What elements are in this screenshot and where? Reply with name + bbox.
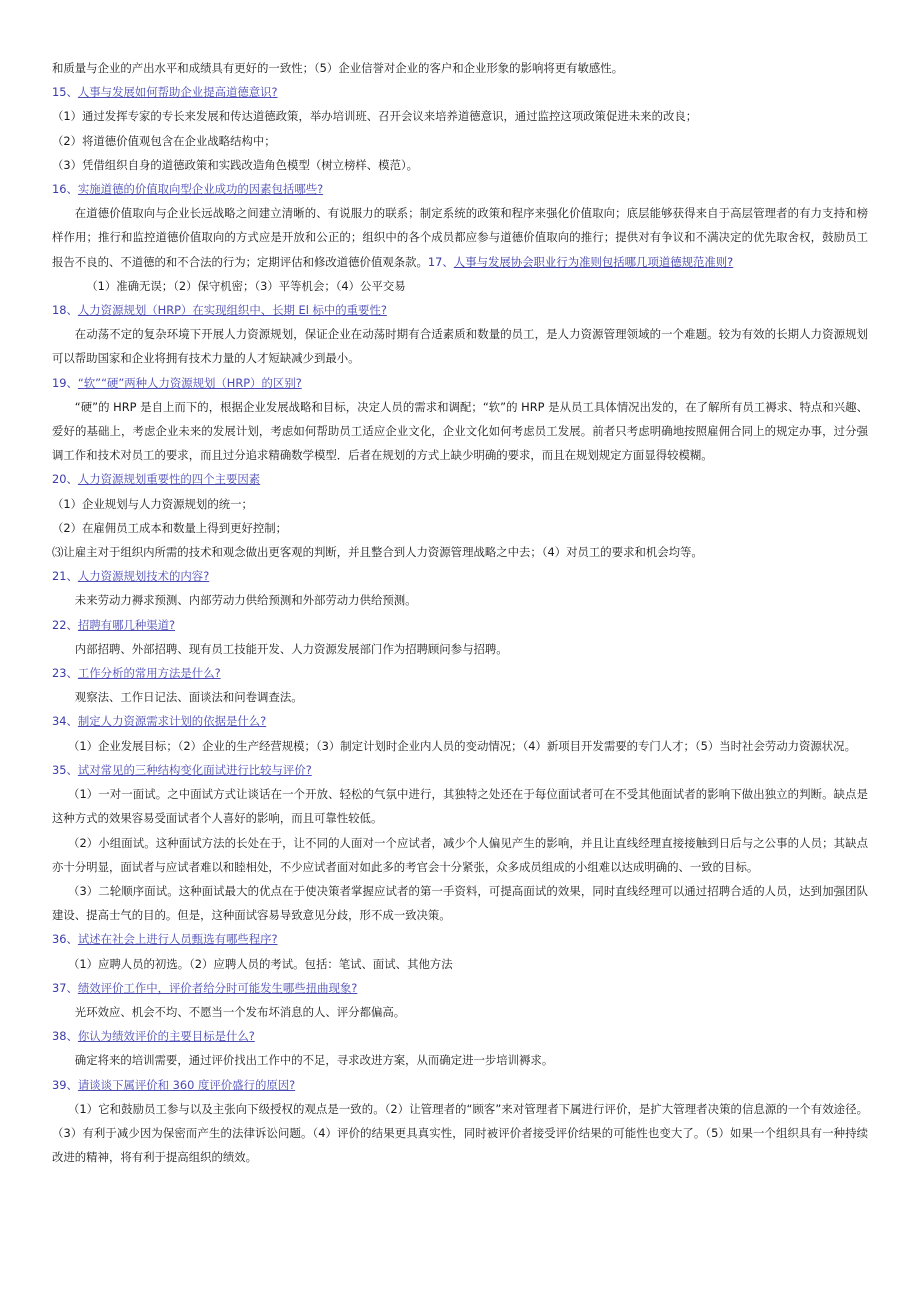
answer-line: 确定将来的培训需要，通过评价找出工作中的不足，寻求改进方案，从而确定进一步培训褥求。 <box>74 1053 554 1068</box>
question-number: 38、 <box>52 1029 78 1044</box>
question-link[interactable]: 实施道德的价值取向型企业成功的因素包括哪些? <box>77 182 324 197</box>
answer-paragraph <box>52 201 868 274</box>
question-link[interactable]: 请谈谈下属评价和 360 度评价盛行的原因? <box>77 1077 296 1092</box>
question-link[interactable]: 人力资源规划（HRP）在实现组织中、长期 El 标中的重要性? <box>77 303 387 318</box>
answer-paragraph: （2）小组面试。这种面试方法的长处在于，让不同的人面对一个应试者，减少个人偏见产生的影响，并且让直线经理直接接触到日后与之公事的人员；其缺点亦十分明显，面试者与应试者难以和睦相处，不少应试者面对如此多的考官会十分紧张，众多成员组成的小组难以达成明确的、一致的目标。 <box>52 835 868 874</box>
question-link[interactable]: 试述在社会上进行人员甄选有哪些程序? <box>77 932 278 947</box>
answer-line: ⑶让雇主对于组织内所需的技术和观念做出更客观的判断，并且整合到人力资源管理战略之中去；（4）对员工的要求和机会均等。 <box>52 545 703 560</box>
question-link[interactable]: 试对常见的三种结构变化面试进行比较与评价? <box>77 762 312 777</box>
question-17-link[interactable]: 人事与发展协会职业行为准则包括哪几项道德规范准则? <box>453 254 734 269</box>
question-21-heading <box>52 564 868 588</box>
question-16-heading <box>52 177 868 201</box>
question-35-heading <box>52 758 868 782</box>
question-38-heading <box>52 1024 868 1048</box>
question-link[interactable]: 绩效评价工作中，评价者给分时可能发生哪些扭曲现象? <box>77 980 358 995</box>
question-18-heading <box>52 298 868 322</box>
question-number: 17、 <box>427 254 454 269</box>
answer-line: （3）凭借组织自身的道德政策和实践改造角色模型（树立榜样、模范）。 <box>52 157 419 172</box>
question-number: 39、 <box>52 1077 78 1092</box>
question-19-heading <box>52 371 868 395</box>
answer-paragraph: （1）一对一面试。之中面试方式让谈话在一个开放、轻松的气氛中进行，其独特之处还在于每位面试者可在不受其他面试者的影响下做出独立的判断。缺点是这种方式的效果容易受面试者个人喜好的影响，而且可靠性较低。 <box>52 787 868 826</box>
question-link[interactable]: 人力资源规划技术的内容? <box>77 569 210 584</box>
question-number: 16、 <box>52 182 78 197</box>
question-23-heading <box>52 661 868 685</box>
question-37-heading <box>52 976 868 1000</box>
answer-line: 观察法、工作日记法、面谈法和问卷调查法。 <box>74 690 303 705</box>
question-34-heading <box>52 709 868 733</box>
answer-line: 未来劳动力褥求预测、内部劳动力供给预测和外部劳动力供给预测。 <box>74 593 417 608</box>
question-number: 21、 <box>52 569 78 584</box>
question-link[interactable]: 招聘有哪几种渠道? <box>77 617 176 632</box>
question-link[interactable]: 你认为绩效评价的主要目标是什么? <box>77 1029 255 1044</box>
question-link[interactable]: 制定人力资源需求计划的依据是什么? <box>77 714 267 729</box>
question-20-heading <box>52 467 868 491</box>
question-39-heading <box>52 1073 868 1097</box>
answer-line: 光环效应、机会不均、不愿当一个发布坏消息的人、评分都偏高。 <box>74 1004 406 1019</box>
question-number: 36、 <box>52 932 78 947</box>
question-22-heading <box>52 613 868 637</box>
question-number: 20、 <box>52 472 78 487</box>
answer-paragraph: 在动荡不定的复杂环境下开展人力资源规划，保证企业在动荡时期有合适素质和数量的员工，是人力资源管理领域的一个难题。较为有效的长期人力资源规划可以帮助国家和企业将拥有技术力量的人才短缺减少到最小。 <box>52 327 868 366</box>
question-15-heading <box>52 80 868 104</box>
answer-paragraph: （1）企业发展目标；（2）企业的生产经营规模；（3）制定计划时企业内人员的变动情况；（4）新项目开发需要的专门人才；（5）当时社会劳动力资源状况。 <box>67 738 856 753</box>
question-number: 37、 <box>52 980 78 995</box>
question-number: 18、 <box>52 303 78 318</box>
answer-line: （2）在雇佣员工成本和数量上得到更好控制； <box>52 520 288 535</box>
answer-paragraph: “硬”的 HRP 是自上而下的，根据企业发展战略和目标，决定人员的需求和调配；“软”的 HRP 是从员工具体情况出发的，在了解所有员工褥求、特点和兴趣、爱好的基础上，考虑企业未来的发展计划，考虑如何帮助员工适应企业文化，企业文化如何考虑员工发展。前者只考虑明确地按照雇佣合同上的规定办事，过分强调工作和技术对员工的要求，而且过分追求精确数学模型．后者在规划的方式上缺少明确的要求，而且在规划规定方面显得较模糊。 <box>52 399 868 463</box>
answer-paragraph: （1）它和鼓励员工参与以及主张向下级授权的观点是一致的。（2）让管理者的“顾客”来对管理者下属进行评价，是扩大管理者决策的信息源的一个有效途径。（3）有利于减少因为保密而产生的法律诉讼问题。（4）评价的结果更具真实性，同时被评价者接受评价结果的可能性也变大了。（5）如果一个组织具有一种持续改进的精神，将有利于提高组织的绩效。 <box>52 1101 868 1165</box>
question-number: 19、 <box>52 375 78 390</box>
answer-line: （1）通过发挥专家的专长来发展和传达道德政策，举办培训班、召开会议来培养道德意识，通过监控这项政策促进未来的改良； <box>52 109 698 124</box>
answer-text: 在道德价值取向与企业长远战略之间建立清晰的、有说服力的联系；制定系统的政策和程序来强化价值取向；底层能够获得来自于高层管理者的有力支持和榜样作用；推行和监控道德价值取向的方式应是开放和公正的；组织中的各个成员都应参与道德价值取向的推行；提供对有争议和不满决定的优先取舍权，鼓励员工报告不良的、不道德的和不合法的行为；定期评估和修改道德价值观条款。 <box>52 206 868 269</box>
question-link[interactable]: 人力资源规划重要性的四个主要因素 <box>77 472 261 487</box>
question-number: 22、 <box>52 617 78 632</box>
question-number: 15、 <box>52 85 78 100</box>
answer-line: （2）将道德价值观包含在企业战略结构中； <box>52 133 276 148</box>
answer-line: （1）准确无误；（2）保守机密；（3）平等机会；（4）公平交易 <box>86 278 406 293</box>
question-number: 34、 <box>52 714 78 729</box>
question-link[interactable]: 人事与发展如何帮助企业提高道德意识? <box>77 85 278 100</box>
question-36-heading <box>52 927 868 951</box>
answer-line: 内部招聘、外部招聘、现有员工技能开发、人力资源发展部门作为招聘顾问参与招聘。 <box>74 641 508 656</box>
answer-line: （1）应聘人员的初选。（2）应聘人员的考试。包括：笔试、面试、其他方法 <box>67 956 453 971</box>
intro-line: 和质量与企业的产出水平和成绩具有更好的一致性；（5）企业信誉对企业的客户和企业形象的影响将更有敏感性。 <box>52 61 624 75</box>
question-number: 35、 <box>52 762 78 777</box>
question-number: 23、 <box>52 666 78 681</box>
question-link[interactable]: 工作分析的常用方法是什么? <box>77 666 221 681</box>
answer-line: （1）企业规划与人力资源规划的统一； <box>52 496 253 511</box>
answer-paragraph: （3）二轮顺序面试。这种面试最大的优点在于使决策者掌握应试者的第一手资料，可提高面试的效果，同时直线经理可以通过招聘合适的人员，达到加强团队建设、提高士气的目的。但是，这种面试容易导致意见分歧，形不成一致决策。 <box>52 883 868 923</box>
question-link[interactable]: “软”“硬”两种人力资源规划（HRP）的区别? <box>77 375 302 390</box>
